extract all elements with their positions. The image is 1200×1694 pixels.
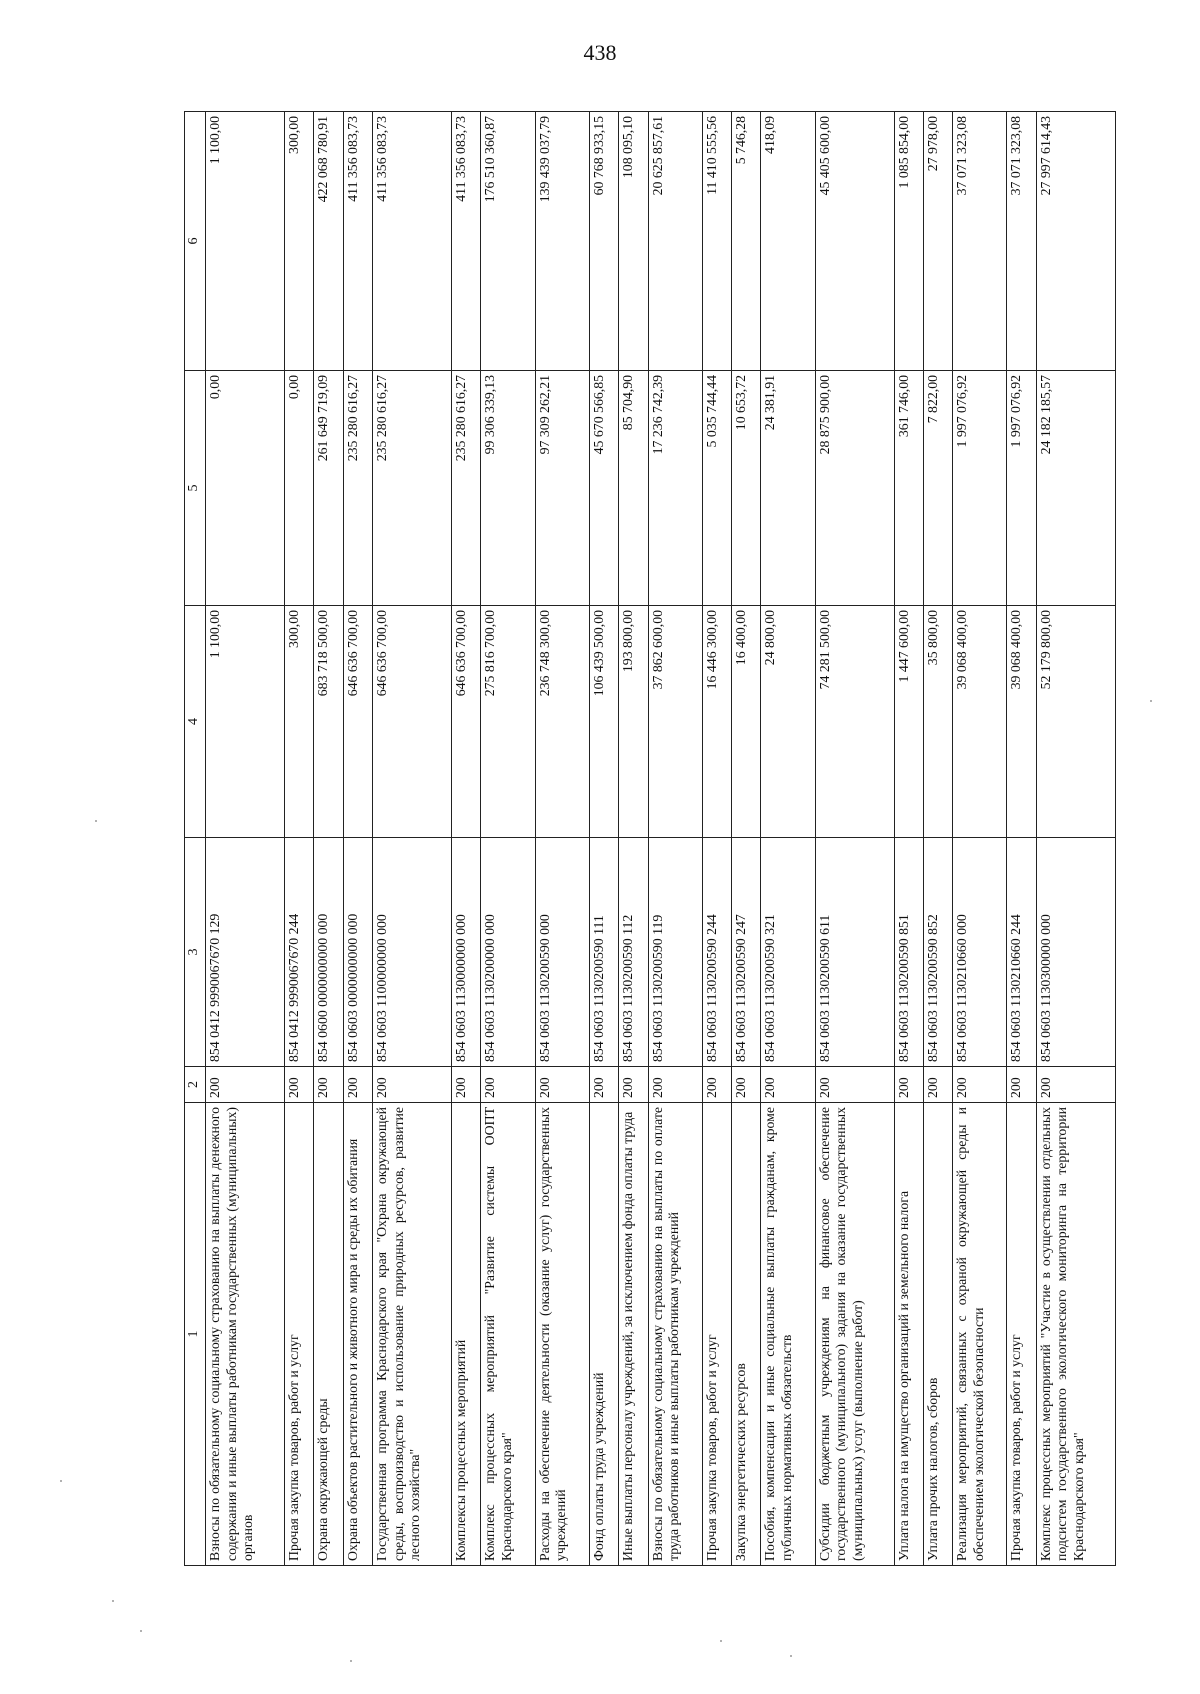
row-name-cell: Иные выплаты персоналу учреждений, за исключением фонда оплаты труда [619,1103,648,1566]
table-row [481,112,535,1566]
header-cell: 4 [185,606,206,838]
row-code-cell: 854 0603 1130200590 112 [619,838,648,1067]
header-cell: 6 [185,112,206,371]
row-fact-cell: 5 035 744,44 [702,371,731,606]
row-code-cell: 854 0603 1130200590 247 [732,838,761,1067]
row-name-cell: Государственная программа Краснодарского края "Охрана окружающей среды, воспроизводство и использование природных ресурсов, развитие лесного хозяйства" [373,1103,452,1566]
row-fact-cell: 7 822,00 [923,371,952,606]
header-cell: 3 [185,838,206,1067]
row-name-cell: Прочая закупка товаров, работ и услуг [1007,1103,1036,1566]
table-row [1007,112,1036,1566]
row-plan-cell: 275 816 700,00 [481,606,535,838]
table-row [1036,112,1115,1566]
row-admin-cell: 200 [894,1067,923,1103]
table-row [815,112,894,1566]
scan-speck [1150,700,1152,702]
row-fact-cell: 0,00 [285,371,314,606]
scan-speck [790,1655,792,1657]
table-row [589,112,618,1566]
row-plan-cell: 16 446 300,00 [702,606,731,838]
row-admin-cell: 200 [761,1067,815,1103]
row-rest-cell: 45 405 600,00 [815,112,894,371]
row-name-cell: Охрана объектов растительного и животного мира и среды их обитания [343,1103,372,1566]
row-code-cell: 854 0412 9990067670 244 [285,838,314,1067]
row-name-cell: Взносы по обязательному социальному страхованию на выплаты денежного содержания и иные выплаты работникам государственных (муниципальных) органов [206,1103,285,1566]
row-fact-cell: 235 280 616,27 [452,371,481,606]
table-row [953,112,1007,1566]
table-row [343,112,372,1566]
row-admin-cell: 200 [648,1067,702,1103]
table-row [732,112,761,1566]
row-rest-cell: 1 085 854,00 [894,112,923,371]
row-name-cell: Фонд оплаты труда учреждений [589,1103,618,1566]
row-admin-cell: 200 [481,1067,535,1103]
row-admin-cell: 200 [702,1067,731,1103]
row-code-cell: 854 0603 1130200590 000 [535,838,589,1067]
row-name-cell: Расходы на обеспечение деятельности (оказание услуг) государственных учреждений [535,1103,589,1566]
row-rest-cell: 418,09 [761,112,815,371]
row-fact-cell: 24 381,91 [761,371,815,606]
table-row [923,112,952,1566]
header-cell: 1 [185,1103,206,1566]
table-row [535,112,589,1566]
row-code-cell: 854 0603 1130200590 244 [702,838,731,1067]
row-admin-cell: 200 [285,1067,314,1103]
row-fact-cell: 235 280 616,27 [373,371,452,606]
row-plan-cell: 646 636 700,00 [343,606,372,838]
row-admin-cell: 200 [953,1067,1007,1103]
scan-speck [60,1480,62,1482]
scan-speck [112,1600,114,1602]
scan-speck [140,1630,142,1632]
row-admin-cell: 200 [619,1067,648,1103]
row-admin-cell: 200 [815,1067,894,1103]
row-plan-cell: 1 447 600,00 [894,606,923,838]
row-admin-cell: 200 [589,1067,618,1103]
row-plan-cell: 1 100,00 [206,606,285,838]
row-fact-cell: 1 997 076,92 [953,371,1007,606]
row-code-cell: 854 0603 0000000000 000 [343,838,372,1067]
table-row [452,112,481,1566]
row-admin-cell: 200 [1007,1067,1036,1103]
row-plan-cell: 236 748 300,00 [535,606,589,838]
row-rest-cell: 11 410 555,56 [702,112,731,371]
row-plan-cell: 74 281 500,00 [815,606,894,838]
row-plan-cell: 24 800,00 [761,606,815,838]
row-fact-cell: 97 309 262,21 [535,371,589,606]
row-plan-cell: 193 800,00 [619,606,648,838]
row-rest-cell: 1 100,00 [206,112,285,371]
row-name-cell: Субсидии бюджетным учреждениям на финансовое обеспечение государственного (муниципального) задания на оказание государственных (муниципальных) услуг (выполнение работ) [815,1103,894,1566]
row-rest-cell: 108 095,10 [619,112,648,371]
row-rest-cell: 37 071 323,08 [953,112,1007,371]
row-admin-cell: 200 [452,1067,481,1103]
table-row [894,112,923,1566]
header-cell: 2 [185,1067,206,1103]
rotated-table-wrapper [184,112,1116,1566]
row-plan-cell: 37 862 600,00 [648,606,702,838]
row-rest-cell: 422 068 780,91 [314,112,343,371]
row-plan-cell: 300,00 [285,606,314,838]
table-row [702,112,731,1566]
row-rest-cell: 20 625 857,61 [648,112,702,371]
scan-speck [720,1640,722,1642]
row-rest-cell: 411 356 083,73 [343,112,372,371]
row-name-cell: Прочая закупка товаров, работ и услуг [285,1103,314,1566]
table-row [619,112,648,1566]
row-fact-cell: 261 649 719,09 [314,371,343,606]
row-fact-cell: 1 997 076,92 [1007,371,1036,606]
table-body [206,112,1116,1566]
row-admin-cell: 200 [923,1067,952,1103]
row-admin-cell: 200 [373,1067,452,1103]
row-code-cell: 854 0412 9990067670 129 [206,838,285,1067]
row-code-cell: 854 0603 1130000000 000 [452,838,481,1067]
row-fact-cell: 10 653,72 [732,371,761,606]
table-row [373,112,452,1566]
row-name-cell: Реализация мероприятий, связанных с охраной окружающей среды и обеспечением экологической безопасности [953,1103,1007,1566]
row-rest-cell: 300,00 [285,112,314,371]
row-name-cell: Комплекс процессных мероприятий "Развитие системы ООПТ Краснодарского края" [481,1103,535,1566]
row-fact-cell: 85 704,90 [619,371,648,606]
row-admin-cell: 200 [343,1067,372,1103]
row-rest-cell: 411 356 083,73 [452,112,481,371]
table-row [761,112,815,1566]
row-code-cell: 854 0603 1130200590 851 [894,838,923,1067]
row-plan-cell: 646 636 700,00 [373,606,452,838]
table-row [206,112,285,1566]
row-rest-cell: 176 510 360,87 [481,112,535,371]
row-code-cell: 854 0603 1130200590 321 [761,838,815,1067]
header-row [185,112,206,1566]
row-code-cell: 854 0603 1130300000 000 [1036,838,1115,1067]
row-fact-cell: 45 670 566,85 [589,371,618,606]
row-fact-cell: 0,00 [206,371,285,606]
row-fact-cell: 28 875 900,00 [815,371,894,606]
row-name-cell: Уплата налога на имущество организаций и земельного налога [894,1103,923,1566]
row-rest-cell: 27 978,00 [923,112,952,371]
row-code-cell: 854 0603 1100000000 000 [373,838,452,1067]
row-name-cell: Закупка энергетических ресурсов [732,1103,761,1566]
row-plan-cell: 646 636 700,00 [452,606,481,838]
row-code-cell: 854 0603 1130200590 111 [589,838,618,1067]
row-plan-cell: 39 068 400,00 [1007,606,1036,838]
page-number: 438 [583,40,617,65]
row-rest-cell: 60 768 933,15 [589,112,618,371]
row-code-cell: 854 0603 1130200590 852 [923,838,952,1067]
row-fact-cell: 99 306 339,13 [481,371,535,606]
row-plan-cell: 52 179 800,00 [1036,606,1115,838]
row-plan-cell: 683 718 500,00 [314,606,343,838]
row-admin-cell: 200 [314,1067,343,1103]
scan-speck [95,820,97,822]
row-plan-cell: 106 439 500,00 [589,606,618,838]
row-admin-cell: 200 [732,1067,761,1103]
row-name-cell: Пособия, компенсации и иные социальные выплаты гражданам, кроме публичных нормативных обязательств [761,1103,815,1566]
row-name-cell: Уплата прочих налогов, сборов [923,1103,952,1566]
row-code-cell: 854 0603 1130200590 119 [648,838,702,1067]
row-plan-cell: 35 800,00 [923,606,952,838]
row-admin-cell: 200 [1036,1067,1115,1103]
row-code-cell: 854 0603 1130200000 000 [481,838,535,1067]
row-name-cell: Охрана окружающей среды [314,1103,343,1566]
row-code-cell: 854 0600 0000000000 000 [314,838,343,1067]
row-name-cell: Взносы по обязательному социальному страхованию на выплаты по оплате труда работников и иные выплаты работникам учреждений [648,1103,702,1566]
row-fact-cell: 235 280 616,27 [343,371,372,606]
table-row [648,112,702,1566]
row-fact-cell: 361 746,00 [894,371,923,606]
scan-speck [350,1660,352,1662]
row-name-cell: Комплексы процессных мероприятий [452,1103,481,1566]
row-rest-cell: 139 439 037,79 [535,112,589,371]
table-row [285,112,314,1566]
row-rest-cell: 5 746,28 [732,112,761,371]
row-name-cell: Прочая закупка товаров, работ и услуг [702,1103,731,1566]
row-fact-cell: 24 182 185,57 [1036,371,1115,606]
row-plan-cell: 39 068 400,00 [953,606,1007,838]
row-fact-cell: 17 236 742,39 [648,371,702,606]
row-rest-cell: 27 997 614,43 [1036,112,1115,371]
row-rest-cell: 37 071 323,08 [1007,112,1036,371]
table-row [314,112,343,1566]
row-admin-cell: 200 [206,1067,285,1103]
row-rest-cell: 411 356 083,73 [373,112,452,371]
row-code-cell: 854 0603 1130200590 611 [815,838,894,1067]
row-admin-cell: 200 [535,1067,589,1103]
header-cell: 5 [185,371,206,606]
budget-table [184,111,1116,1566]
row-name-cell: Комплекс процессных мероприятий "Участие в осуществлении отдельных подсистем государственного экологического мониторинга на территории Краснодарского края" [1036,1103,1115,1566]
row-code-cell: 854 0603 1130210660 000 [953,838,1007,1067]
row-code-cell: 854 0603 1130210660 244 [1007,838,1036,1067]
row-plan-cell: 16 400,00 [732,606,761,838]
